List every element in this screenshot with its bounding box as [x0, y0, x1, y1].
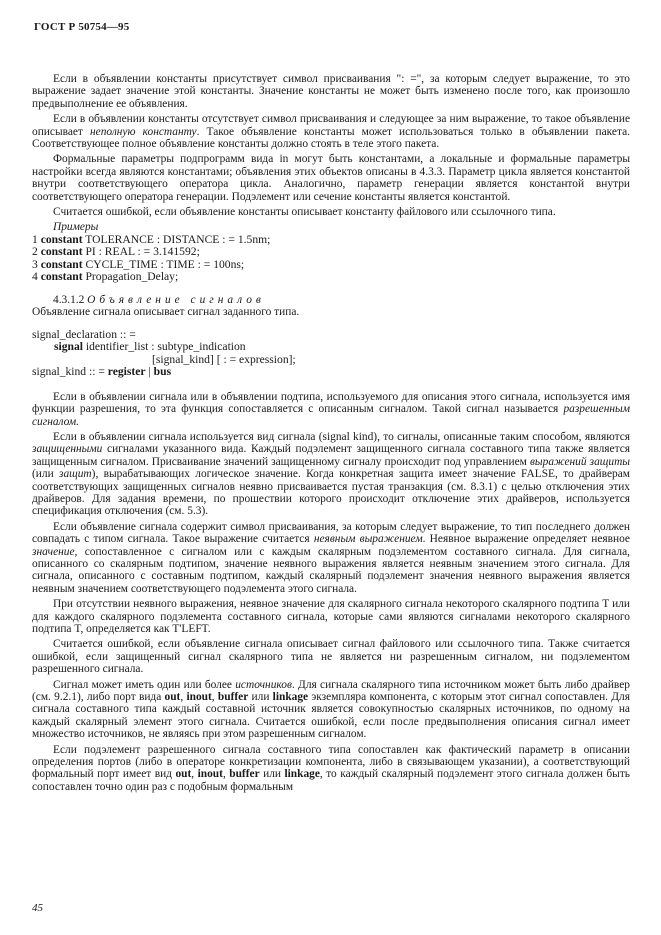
text: . Такое объявление константы может использоваться только в объявлении пакета. Соответствующее полное объявление константы должно стоять в теле этого пакета. — [32, 125, 630, 151]
code-line: 3 constant CYCLE_TIME : TIME : = 100ns; — [32, 257, 245, 271]
paragraph: Сигнал может иметь один или более источников. Для сигнала скалярного типа источником может быть либо драйвер (см. 9.2.1), либо порт вида out, inout, buffer или linkage экземпляра компонента, с которым этот сигнал сопоставлен. Для сигнала составного типа каждый составной источник является совокупностью скалярных источников, по одному на каждый скалярный элемент этого сигнала. Считается ошибкой, если после предвыполнения описания сигнал имеет множество источников, не являясь при этом разрешенным сигналом. — [32, 678, 630, 741]
term: неполную константу — [90, 125, 197, 138]
paragraph: Если объявление сигнала содержит символ присваивания, за которым следует выражение, то тип последнего должен совпадать с типом сигнала. Такое выражение считается неявным выражением. Неявное выражение определяет неявное значение, сопоставленное с сигналом или с каждым скалярным подэлементом составного сигнала. Для сигнала, описанного со скалярным подтипом, значение неявного выражения является неявным значением этого сигнала. Для сигнала, описанного с составным подтипом, каждый скалярный подэлемент значения неявного выражения является неявным значением соответствующего подэлемента этого сигнала. — [32, 520, 630, 595]
page-number: 45 — [32, 902, 43, 914]
examples-code — [32, 234, 630, 284]
paragraph: Считается ошибкой, если объявление константы описывает константу файлового или ссылочного типа. — [53, 206, 556, 219]
paragraph: Если подэлемент разрешенного сигнала составного типа сопоставлен как фактический параметр в описании определения портов (либо в операторе конкретизации компонента, либо в связывающем указании), а соответствующий формальный порт имеет вид out, inout, buffer или linkage, то каждый скалярный подэлемент этого сигнала должен быть сопоставлен точно один раз с подобным формальным — [32, 743, 631, 793]
paragraph: Считается ошибкой, если объявление сигнала описывает сигнал файлового или ссылочного типа. Также считается ошибкой, если защищенный сигнал скалярного типа не является ни разрешенным сигналом, ни подэлементом разрешенного сигнала. — [32, 638, 630, 676]
paragraph: Если в объявлении сигнала или в объявлении подтипа, используемого для описания этого сигнала, используется имя функции разрешения, то эта функция сопоставляется с описанным сигналом. Такой сигнал называется разрешенным сигналом. — [32, 390, 630, 428]
syntax-block — [32, 329, 630, 379]
paragraph: Объявление сигнала описывает сигнал заданного типа. — [32, 306, 300, 319]
paragraph: Если в объявлении константы присутствует символ присваивания ": =", за которым следует выражение, то это выражение задает значение этой константы. Значение константы не может быть изменено после того, как произошло предвыполнение ее объявления. — [32, 73, 630, 110]
code-line: signal_declaration :: = — [32, 327, 136, 341]
code-line: 1 constant TOLERANCE : DISTANCE : = 1.5nm; — [32, 232, 271, 246]
examples-label: Примеры — [53, 221, 99, 234]
code-line: 2 constant PI : REAL : = 3.141592; — [32, 245, 200, 259]
code-line: 4 constant Propagation_Delay; — [32, 270, 179, 284]
page-header: ГОСТ Р 50754—95 — [34, 21, 130, 33]
text: Если в объявлении константы отсутствует символ присваивания и следующее за ним выражение, то такое объявление описывает — [32, 113, 630, 138]
paragraph: При отсутствии неявного выражения, неявное значение для скалярного сигнала некоторого скалярного подтипа T или для каждого скалярного подэлемента составного сигнала, которые сами являются сигналами некоторого скалярного подтипа T, определяется как T'LEFT. — [32, 598, 630, 635]
paragraph: Формальные параметры подпрограмм вида in могут быть константами, а локальные и формальные параметры настройки всегда являются константами; объявления этих объектов описаны в 4.3.3. Параметр цикла является константой внутри соответствующего оператора цикла. Аналогично, параметр генерации является константой внутри соответствующего оператора генерации. Подэлемент или сечение константы является константой. — [32, 153, 630, 203]
code-line: signal_kind :: = register | bus — [32, 365, 172, 379]
section-number: 4.3.1.2 — [53, 293, 88, 306]
section-heading — [32, 294, 630, 306]
paragraph: Если в объявлении сигнала используется вид сигнала (signal kind), то сигналы, описанные таким способом, являются защищенными сигналами указанного вида. Каждый подэлемент защищенного сигнала составного типа также является защищенным сигналом. Присваивание значений защищенному сигналу происходит под управлением выражений защиты (или защит), вырабатывающих логическое значение. Когда конкретная защита имеет значение FALSE, то драйверам соответствующих защищенных сигналов неявно присваивается пустая транзакция (см. 8.3.1) с целью отключения этих драйверов. Для задания времени, по прошествии которого происходит отключение этих драйверов, используется спецификация отключения (см. 5.3). — [32, 430, 631, 518]
code-line: signal identifier_list : subtype_indication — [54, 340, 246, 354]
code-line: [signal_kind] [ : = expression]; — [152, 352, 296, 366]
section-title: Объявление сигналов — [87, 293, 265, 306]
main-text — [32, 73, 630, 796]
paragraph — [32, 113, 630, 150]
